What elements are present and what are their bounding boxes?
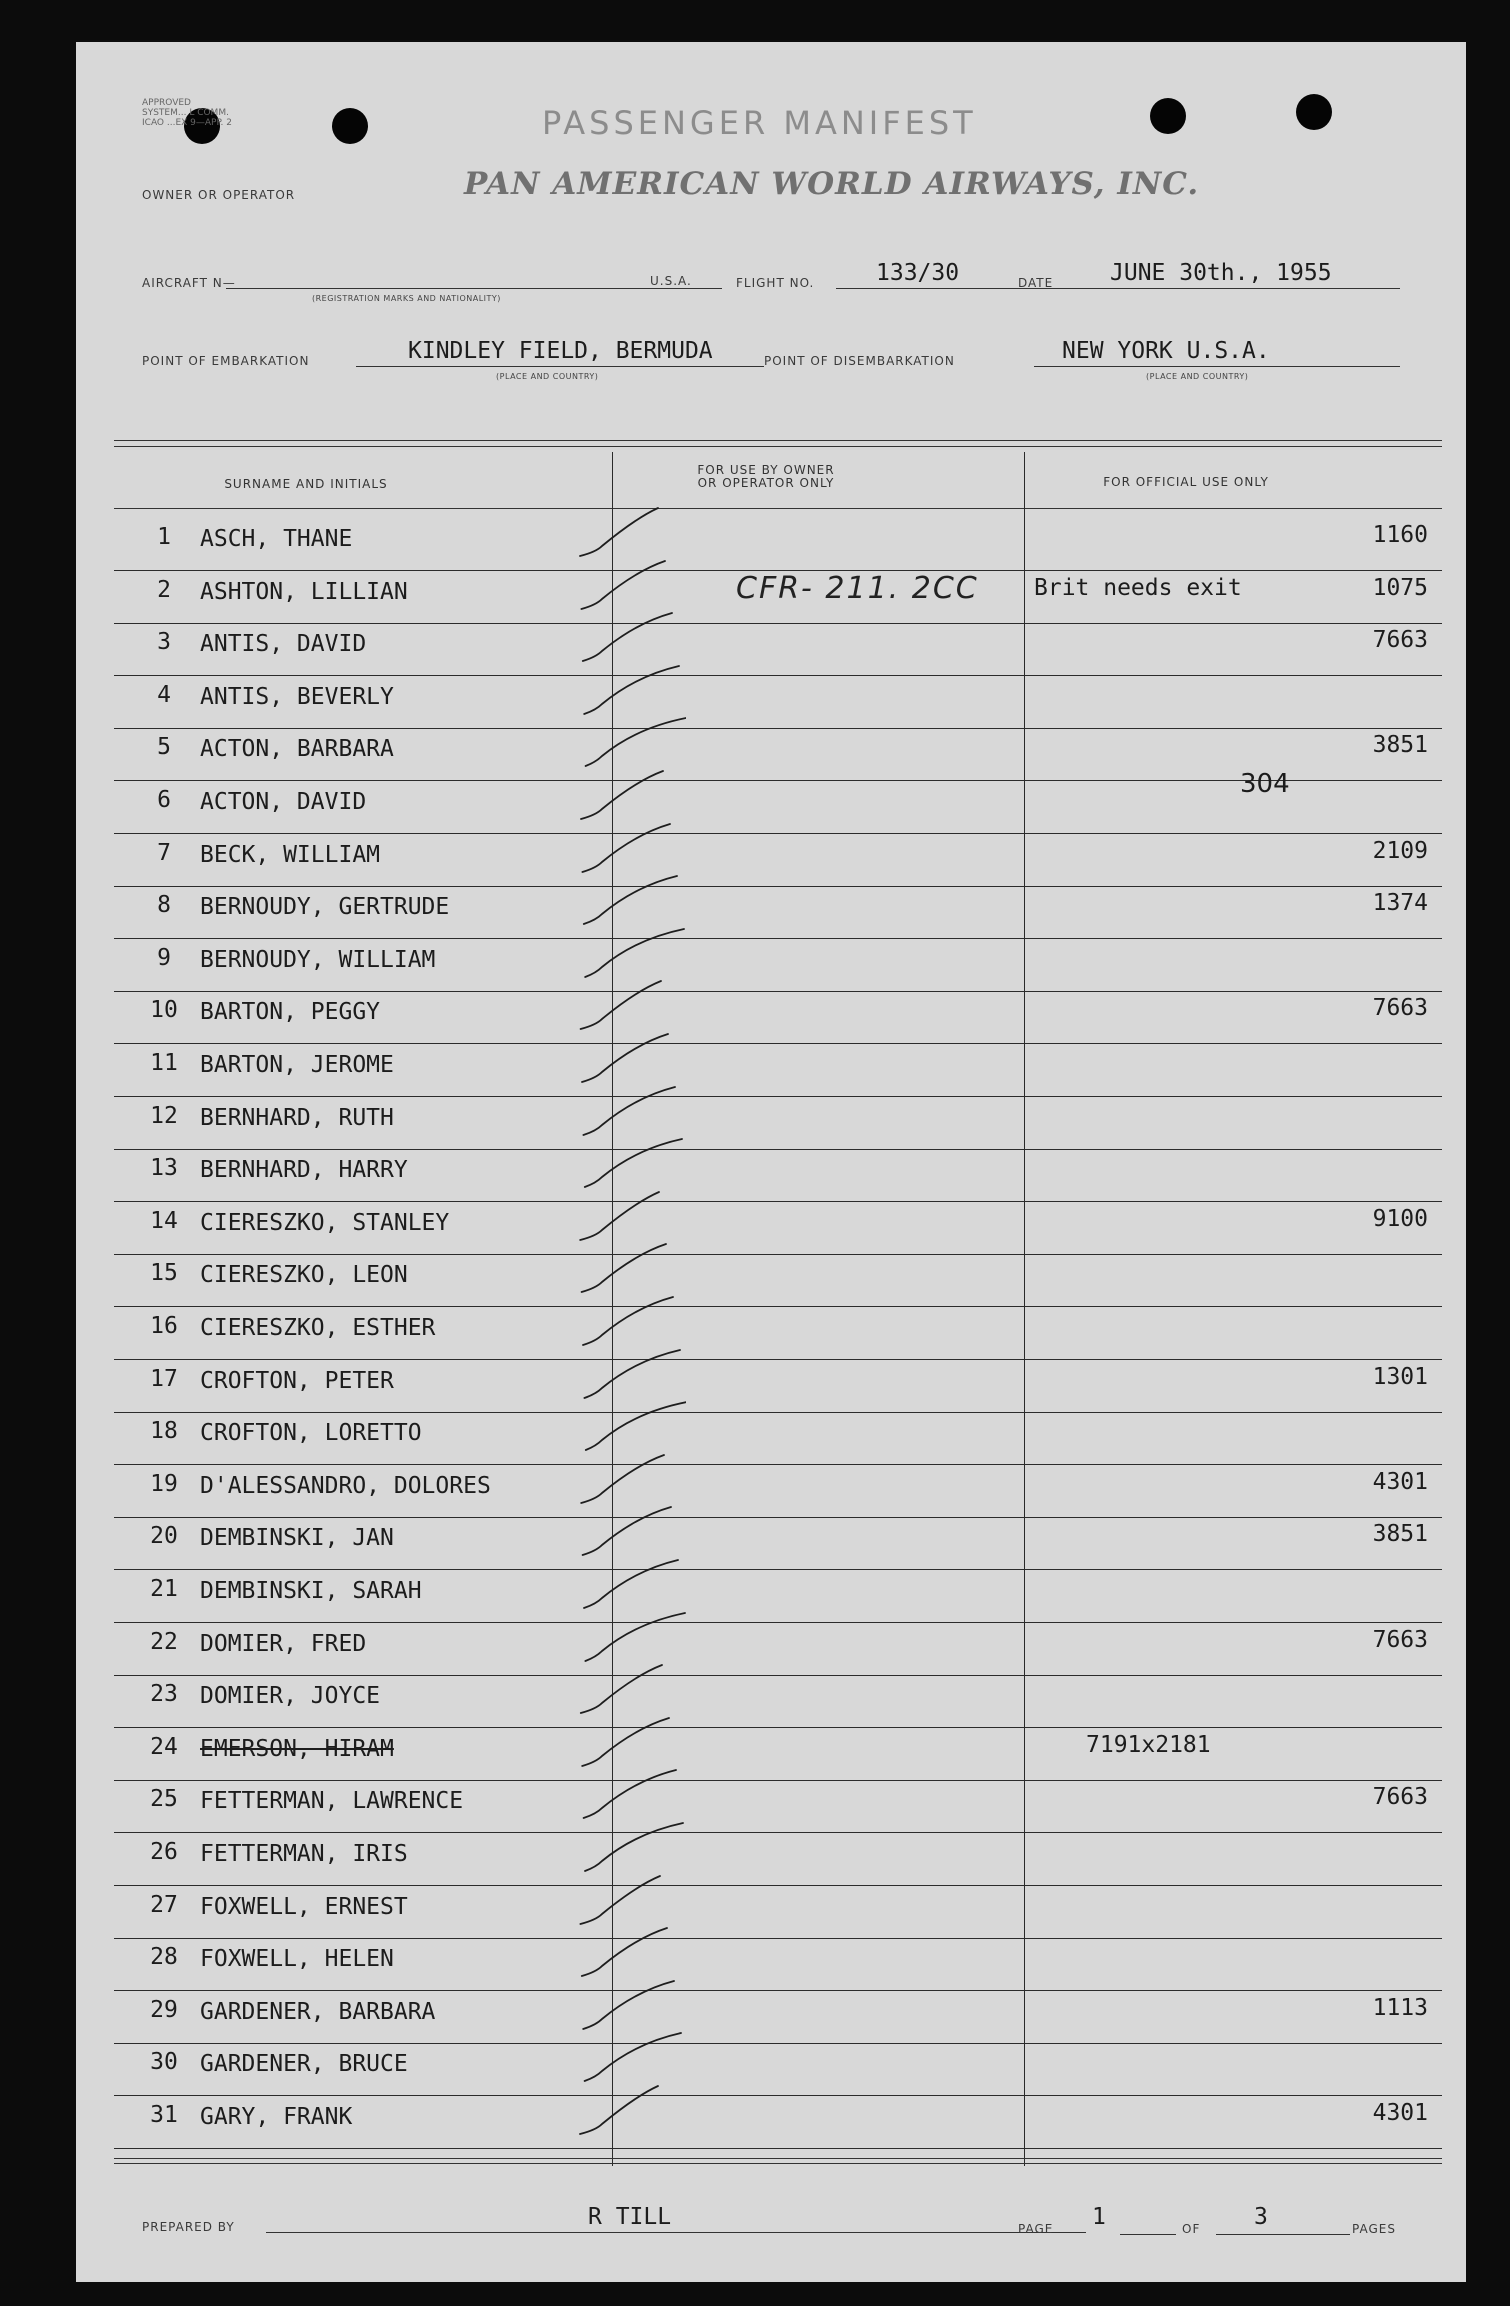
header-rule	[114, 508, 1442, 509]
column-header-owner-use: FOR USE BY OWNER OR OPERATOR ONLY	[697, 463, 835, 490]
flight-label: FLIGHT NO.	[736, 276, 815, 290]
table-row	[76, 834, 1466, 887]
form-title: PASSENGER MANIFEST	[542, 104, 977, 142]
row-number: 27	[150, 1891, 178, 1918]
row-rule	[114, 2148, 1442, 2149]
prepared-by-field-line	[266, 2232, 1086, 2233]
usa-label: U.S.A.	[650, 274, 692, 288]
table-row	[76, 518, 1466, 571]
table-row	[76, 623, 1466, 676]
passenger-name: BARTON, PEGGY	[200, 999, 381, 1026]
row-number: 19	[150, 1470, 178, 1497]
manifest-sheet	[76, 42, 1466, 2282]
official-code: 4301	[1372, 2100, 1428, 2126]
passenger-name: BERNHARD, RUTH	[200, 1104, 394, 1131]
row-number: 21	[150, 1576, 178, 1602]
official-code: 7663	[1372, 627, 1428, 654]
date-field-line	[1066, 288, 1400, 289]
row-number: 5	[157, 734, 171, 761]
passenger-name: CIERESZKO, STANLEY	[200, 1209, 450, 1236]
passenger-name: BERNHARD, HARRY	[200, 1157, 408, 1184]
row-number: 29	[150, 1996, 178, 2023]
table-top-rule	[114, 440, 1442, 441]
official-code: 1374	[1372, 890, 1428, 917]
table-row	[76, 1412, 1466, 1465]
table-row	[76, 1728, 1466, 1781]
passenger-name: ANTIS, DAVID	[200, 631, 367, 658]
official-code: 1301	[1372, 1363, 1428, 1390]
embarkation-label: POINT OF EMBARKATION	[142, 354, 310, 368]
row-number: 2	[157, 576, 171, 603]
passenger-name: ANTIS, BEVERLY	[200, 683, 394, 710]
row-number: 26	[150, 1839, 178, 1865]
passenger-name: BARTON, JEROME	[200, 1052, 394, 1078]
official-code: 7663	[1372, 995, 1428, 1022]
of-label: OF	[1182, 2222, 1201, 2236]
official-code: 7663	[1372, 1784, 1428, 1811]
table-row	[76, 1044, 1466, 1097]
row-number: 4	[157, 681, 171, 708]
row-number: 28	[150, 1944, 178, 1971]
aircraft-field-line	[226, 288, 722, 289]
page-field-line	[1120, 2234, 1176, 2235]
disembarkation-value: NEW YORK U.S.A.	[1062, 338, 1270, 364]
table-row	[76, 1623, 1466, 1676]
table-bottom-rule	[114, 2158, 1442, 2159]
embarkation-field-line	[356, 366, 764, 367]
official-code: 3851	[1372, 1521, 1428, 1548]
official-annotation: 7191x2181	[1086, 1731, 1211, 1758]
row-number: 22	[150, 1628, 178, 1655]
passenger-name: FOXWELL, ERNEST	[200, 1893, 408, 1920]
approval-stamp: APPROVED SYSTEM... L COMM. ICAO ...EX 9—APP. 2	[142, 98, 232, 128]
carrier-name: PAN AMERICAN WORLD AIRWAYS, INC.	[464, 166, 1200, 202]
of-field-line	[1216, 2234, 1350, 2235]
row-number: 10	[150, 997, 178, 1024]
passenger-name: CIERESZKO, ESTHER	[200, 1315, 436, 1341]
owner-annotation: CFR- 211. 2CC	[736, 570, 979, 606]
table-row	[76, 1780, 1466, 1833]
row-number: 16	[150, 1313, 178, 1339]
official-code: 9100	[1372, 1205, 1428, 1232]
table-top-rule	[114, 446, 1442, 447]
row-number: 17	[150, 1365, 178, 1392]
row-number: 8	[157, 892, 171, 919]
row-number: 20	[150, 1523, 178, 1550]
row-number: 9	[157, 944, 171, 971]
row-number: 12	[150, 1102, 178, 1129]
table-row	[76, 991, 1466, 1044]
table-row	[76, 1307, 1466, 1360]
passenger-name: CIERESZKO, LEON	[200, 1262, 408, 1289]
prepared-by-value: R TILL	[588, 2204, 672, 2230]
passenger-name: GARY, FRANK	[200, 2104, 353, 2130]
table-row	[76, 1570, 1466, 1623]
table-row	[76, 1202, 1466, 1255]
table-row	[76, 1360, 1466, 1413]
table-row	[76, 886, 1466, 939]
passenger-name: FETTERMAN, IRIS	[200, 1841, 408, 1867]
row-number: 31	[150, 2102, 178, 2128]
disembarkation-field-line	[1034, 366, 1400, 367]
passenger-name: DEMBINSKI, SARAH	[200, 1578, 422, 1604]
official-code: 7663	[1372, 1626, 1428, 1653]
passenger-name: EMERSON, HIRAM	[200, 1735, 394, 1762]
passenger-name: DOMIER, FRED	[200, 1630, 367, 1657]
passenger-name: DOMIER, JOYCE	[200, 1683, 381, 1710]
punch-hole	[1296, 94, 1332, 130]
check-mark-icon	[576, 2082, 686, 2152]
official-annotation: 304	[1240, 769, 1290, 799]
page-number: 1	[1092, 2204, 1106, 2230]
table-row	[76, 1517, 1466, 1570]
table-row	[76, 1254, 1466, 1307]
disembarkation-label: POINT OF DISEMBARKATION	[764, 354, 955, 368]
row-number: 25	[150, 1786, 178, 1813]
prepared-by-label: PREPARED BY	[142, 2220, 235, 2234]
official-code: 3851	[1372, 732, 1428, 759]
row-number: 14	[150, 1207, 178, 1234]
row-number: 30	[150, 2049, 178, 2076]
row-number: 23	[150, 1681, 178, 1708]
table-row	[76, 676, 1466, 729]
punch-hole	[1150, 98, 1186, 134]
table-row	[76, 1675, 1466, 1728]
passenger-name: ACTON, DAVID	[200, 789, 367, 815]
passenger-name: BECK, WILLIAM	[200, 841, 381, 868]
flight-number: 133/30	[876, 260, 960, 286]
table-row	[76, 1465, 1466, 1518]
table-row	[76, 2096, 1466, 2149]
passenger-name: CROFTON, LORETTO	[200, 1420, 422, 1447]
aircraft-label: AIRCRAFT N—	[142, 276, 236, 290]
row-number: 11	[150, 1050, 178, 1076]
table-row	[76, 769, 1466, 834]
passenger-name: ASHTON, LILLIAN	[200, 578, 408, 605]
table-bottom-rule	[114, 2163, 1442, 2164]
disembarkation-caption: (PLACE AND COUNTRY)	[1146, 372, 1249, 381]
row-number: 13	[150, 1155, 178, 1182]
table-row	[76, 1833, 1466, 1886]
official-code: 1075	[1372, 574, 1428, 601]
registration-caption: (REGISTRATION MARKS AND NATIONALITY)	[312, 294, 501, 303]
total-pages: 3	[1254, 2204, 1268, 2230]
passenger-name: GARDENER, BARBARA	[200, 1998, 436, 2025]
passenger-name: ASCH, THANE	[200, 526, 353, 552]
row-number: 15	[150, 1260, 178, 1287]
table-row	[76, 1991, 1466, 2044]
punch-hole	[332, 108, 368, 144]
table-row	[76, 1097, 1466, 1150]
passenger-name: BERNOUDY, GERTRUDE	[200, 894, 450, 921]
official-code: 1160	[1372, 522, 1428, 548]
page-label: PAGE	[1018, 2222, 1054, 2236]
row-number: 18	[150, 1418, 178, 1445]
pages-label: PAGES	[1352, 2222, 1396, 2236]
row-number: 7	[157, 839, 171, 866]
table-row	[76, 2043, 1466, 2096]
passenger-name: BERNOUDY, WILLIAM	[200, 946, 436, 973]
passenger-name: ACTON, BARBARA	[200, 736, 394, 763]
row-number: 3	[157, 629, 171, 656]
official-code: 4301	[1372, 1468, 1428, 1495]
passenger-name: DEMBINSKI, JAN	[200, 1525, 394, 1552]
date-label: DATE	[1018, 276, 1054, 290]
official-code: 2109	[1372, 837, 1428, 864]
table-row	[76, 571, 1466, 624]
table-row	[76, 1149, 1466, 1202]
passenger-name: CROFTON, PETER	[200, 1367, 394, 1394]
table-row	[76, 939, 1466, 992]
table-row	[76, 1938, 1466, 1991]
embarkation-value: KINDLEY FIELD, BERMUDA	[408, 338, 713, 364]
table-row	[76, 1886, 1466, 1939]
row-number: 6	[157, 787, 171, 813]
passenger-name: FETTERMAN, LAWRENCE	[200, 1788, 464, 1815]
passenger-name: D'ALESSANDRO, DOLORES	[200, 1472, 491, 1499]
embarkation-caption: (PLACE AND COUNTRY)	[496, 372, 599, 381]
column-header-surname: SURNAME AND INITIALS	[224, 477, 388, 491]
owner-label: OWNER OR OPERATOR	[142, 188, 296, 202]
row-number: 24	[150, 1733, 178, 1760]
passenger-name: FOXWELL, HELEN	[200, 1946, 394, 1973]
row-number: 1	[157, 524, 171, 550]
official-annotation: Brit needs exit	[1034, 574, 1242, 601]
flight-date: JUNE 30th., 1955	[1110, 260, 1332, 286]
passenger-name: GARDENER, BRUCE	[200, 2051, 408, 2078]
column-header-official-use: FOR OFFICIAL USE ONLY	[1103, 475, 1269, 489]
official-code: 1113	[1372, 1994, 1428, 2021]
